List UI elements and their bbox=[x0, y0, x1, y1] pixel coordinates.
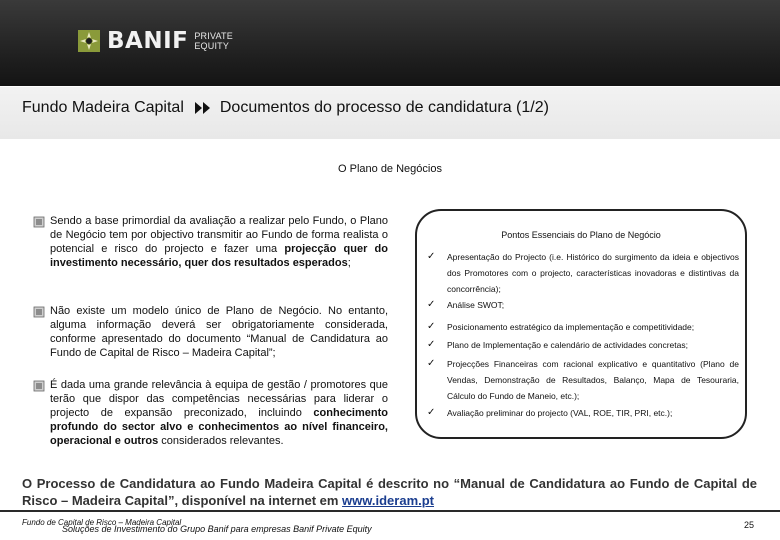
essential-points-panel bbox=[415, 209, 747, 439]
panel-item-6 bbox=[427, 405, 739, 421]
footer-divider bbox=[0, 510, 780, 512]
header-bar bbox=[0, 0, 780, 86]
bullet-item-2 bbox=[34, 304, 388, 360]
bullet-item-1 bbox=[34, 214, 388, 270]
panel-item-6-text: Avaliação preliminar do projecto (VAL, ROE, TIR, PRI, etc.); bbox=[447, 408, 673, 418]
checkmark-icon: ✓ bbox=[427, 407, 436, 418]
panel-item-1-text: Apresentação do Projecto (i.e. Histórico do surgimento da ideia e objectivos dos Promotores com o projecto, características inovadoras e distintivas da concorrência); bbox=[447, 252, 739, 294]
checkmark-icon: ✓ bbox=[427, 339, 436, 350]
brand-subtitle bbox=[194, 31, 233, 51]
bullet-1-post: ; bbox=[347, 257, 351, 269]
checkmark-icon: ✓ bbox=[427, 321, 436, 332]
double-arrow-icon bbox=[193, 101, 213, 115]
panel-item-3-text: Posicionamento estratégico da implementação e competitividade; bbox=[447, 322, 695, 332]
footer-group-line: Soluções de Investimento do Grupo Banif para empresas Banif Private Equity bbox=[62, 524, 372, 534]
checkmark-icon: ✓ bbox=[427, 358, 436, 369]
panel-item-4-text: Plano de Implementação e calendário de actividades concretas; bbox=[447, 340, 688, 350]
section-heading: O Plano de Negócios bbox=[338, 163, 442, 175]
panel-item-4 bbox=[427, 337, 739, 353]
bullet-2-pre: Não existe um modelo único de Plano de Negócio. No entanto, alguma informação deverá ser obrigatoriamente considerada, conforme apresentado do documento “Manual de Candidatura ao Fundo de Capital de Risco – Madeira Capital”; bbox=[50, 305, 388, 359]
bullet-3-pre: É dada uma grande relevância à equipa de gestão / promotores que terão que dispor das competências necessárias para liderar o projecto de expansão preconizado, incluindo bbox=[50, 379, 388, 419]
conclusion-body: O Processo de Candidatura ao Fundo Madeira Capital é descrito no “Manual de Candidatura ao Fundo de Capital de Risco – Madeira Capital”, disponível na internet em bbox=[22, 476, 757, 508]
ideram-link[interactable]: www.ideram.pt bbox=[342, 493, 435, 508]
panel-item-5-text: Projecções Financeiras com racional explicativo e quantitativo (Plano de Vendas, Demonstração de Resultados, Balanço, Mapa de Tesouraria, Cálculo do Fundo de Maneio, etc.); bbox=[447, 359, 739, 401]
bullet-3-post: considerados relevantes. bbox=[158, 435, 284, 447]
banif-logo bbox=[78, 27, 233, 55]
panel-item-3 bbox=[427, 319, 739, 335]
brand-sub-line2: EQUITY bbox=[194, 41, 230, 51]
bullet-3-strong: conhecimento profundo do sector alvo e conhecimentos ao nível financeiro, operacional e outros bbox=[50, 407, 388, 447]
conclusion-text bbox=[22, 475, 757, 509]
panel-heading: Pontos Essenciais do Plano de Negócio bbox=[501, 230, 661, 240]
checkmark-icon: ✓ bbox=[427, 251, 436, 262]
title-topic: Documentos do processo de candidatura (1/2) bbox=[219, 99, 549, 116]
title-fund-name: Fundo Madeira Capital bbox=[22, 99, 184, 116]
bullet-item-3 bbox=[34, 378, 388, 448]
panel-item-5 bbox=[427, 356, 739, 404]
panel-item-2-text: Análise SWOT; bbox=[447, 300, 505, 310]
bullet-1-text bbox=[50, 214, 388, 270]
footer-fund-line: Fundo de Capital de Risco – Madeira Capital bbox=[22, 518, 182, 527]
page-title bbox=[22, 99, 549, 117]
bullet-1-pre: Sendo a base primordial da avaliação a realizar pelo Fundo, o Plano de Negócio tem por objectivo transmitir ao Fundo de forma realista o potencial e risco do projecto e fazer uma bbox=[50, 215, 388, 255]
bullet-2-text bbox=[50, 304, 388, 360]
bullet-1-strong: projecção quer do investimento necessário, quer dos resultados esperados bbox=[50, 243, 388, 269]
panel-item-1 bbox=[427, 249, 739, 297]
checkmark-icon: ✓ bbox=[427, 299, 436, 310]
brand-sub-line1: PRIVATE bbox=[194, 31, 233, 41]
page-number: 25 bbox=[744, 520, 755, 530]
panel-item-2 bbox=[427, 297, 739, 313]
brand-name: BANIF bbox=[107, 27, 189, 54]
bullet-3-text bbox=[50, 378, 388, 448]
banif-logo-icon bbox=[78, 30, 100, 52]
